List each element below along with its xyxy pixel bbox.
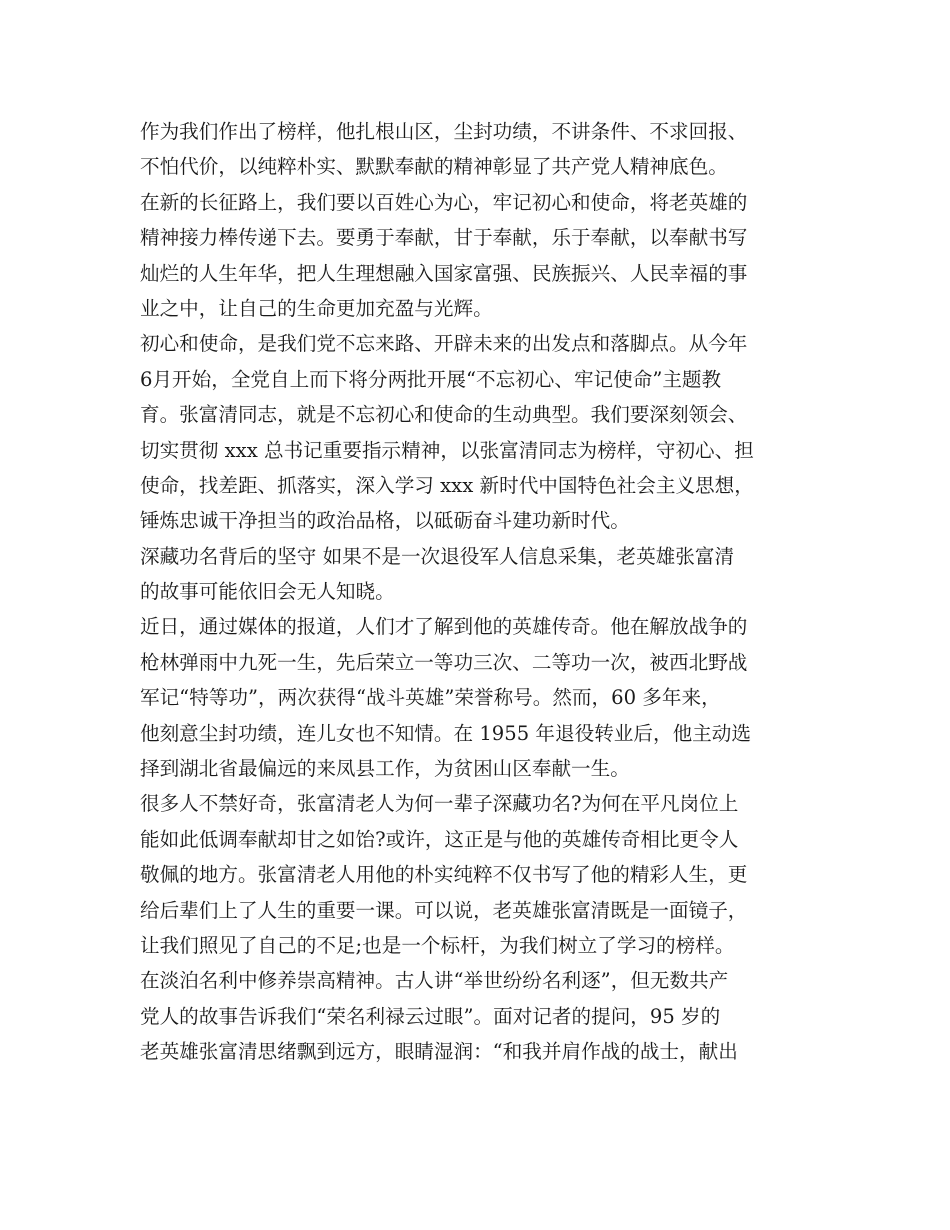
text-line: 灿烂的人生年华，把人生理想融入国家富强、民族振兴、人民幸福的事 xyxy=(140,261,748,285)
text-line: 不怕代价，以纯粹朴实、默默奉献的精神彰显了共产党人精神底色。 xyxy=(140,155,728,179)
text-line: 党人的故事告诉我们“荣名利禄云过眼”。面对记者的提问，95 岁的 xyxy=(140,1004,721,1028)
text-line: 使命，找差距、抓落实，深入学习 xxx 新时代中国特色社会主义思想， xyxy=(140,473,754,497)
text-line: 择到湖北省最偏远的来凤县工作，为贫困山区奉献一生。 xyxy=(140,757,630,781)
text-line: 老英雄张富清思绪飘到远方，眼睛湿润：“和我并肩作战的战士，献出 xyxy=(140,1040,738,1064)
document-body xyxy=(140,114,830,1070)
text-line: 锤炼忠诚干净担当的政治品格，以砥砺奋斗建功新时代。 xyxy=(140,509,630,533)
text-line: 业之中，让自己的生命更加充盈与光辉。 xyxy=(140,296,493,320)
text-line: 军记“特等功”，两次获得“战斗英雄”荣誉称号。然而，60 多年来， xyxy=(140,686,721,710)
text-line: 能如此低调奉献却甘之如饴?或许，这正是与他的英雄传奇相比更令人 xyxy=(140,827,739,851)
text-line: 枪林弹雨中九死一生，先后荣立一等功三次、二等功一次，被西北野战 xyxy=(140,650,748,674)
text-line: 精神接力棒传递下去。要勇于奉献，甘于奉献，乐于奉献，以奉献书写 xyxy=(140,226,748,250)
text-line: 给后辈们上了人生的重要一课。可以说，老英雄张富清既是一面镜子， xyxy=(140,898,748,922)
text-line: 切实贯彻 xxx 总书记重要指示精神，以张富清同志为榜样，守初心、担 xyxy=(140,438,754,462)
text-line: 近日，通过媒体的报道，人们才了解到他的英雄传奇。他在解放战争的 xyxy=(140,615,748,639)
text-line: 在淡泊名利中修养崇高精神。古人讲“举世纷纷名利逐”，但无数共产 xyxy=(140,969,729,993)
text-line: 的故事可能依旧会无人知晓。 xyxy=(140,580,395,604)
text-line: 敬佩的地方。张富清老人用他的朴实纯粹不仅书写了他的精彩人生，更 xyxy=(140,863,748,887)
text-line: 在新的长征路上，我们要以百姓心为心，牢记初心和使命，将老英雄的 xyxy=(140,190,748,214)
text-line: 初心和使命，是我们党不忘来路、开辟未来的出发点和落脚点。从今年 xyxy=(140,332,748,356)
text-line: 作为我们作出了榜样，他扎根山区，尘封功绩，不讲条件、不求回报、 xyxy=(140,120,748,143)
text-line: 育。张富清同志，就是不忘初心和使命的生动典型。我们要深刻领会、 xyxy=(140,403,748,427)
text-line: 深藏功名背后的坚守 如果不是一次退役军人信息采集，老英雄张富清 xyxy=(140,544,735,568)
text-line: 很多人不禁好奇，张富清老人为何一辈子深藏功名?为何在平凡岗位上 xyxy=(140,792,739,816)
text-line: 让我们照见了自己的不足;也是一个标杆，为我们树立了学习的榜样。 xyxy=(140,933,735,957)
text-line: 他刻意尘封功绩，连儿女也不知情。在 1955 年退役转业后，他主动选 xyxy=(140,721,751,745)
text-line: 6月开始，全党自上而下将分两批开展“不忘初心、牢记使命”主题教 xyxy=(140,367,722,391)
